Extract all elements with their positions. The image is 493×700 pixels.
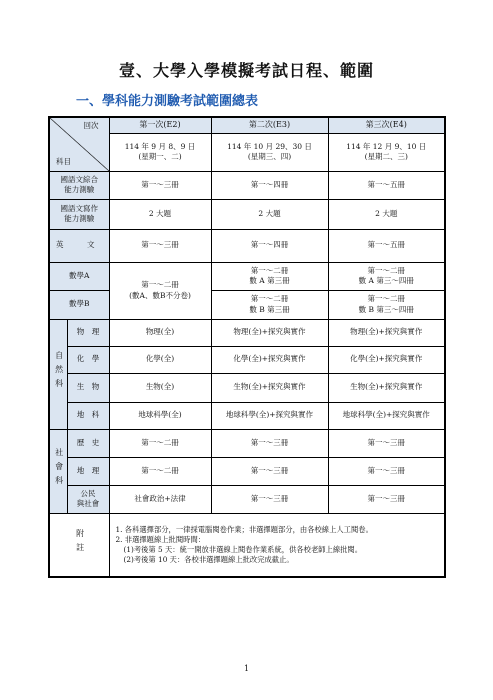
math-b-round-3-line2: 數 B 第三～四冊	[358, 304, 414, 314]
math-b-label: 數學B	[49, 290, 109, 319]
chinese-comp-label-line2: 能力測驗	[64, 185, 95, 194]
english-round-3: 第一～五冊	[328, 229, 445, 262]
civics-round-1: 社會政治+法律	[109, 485, 211, 513]
biology-round-3: 生物(全)+探究與實作	[328, 373, 445, 402]
chinese-comp-round-3: 第一～五冊	[328, 171, 445, 199]
geography-round-1: 第一～二冊	[109, 457, 211, 485]
math-b-round-2-line1: 第一～二冊	[250, 294, 289, 304]
chinese-comp-label	[49, 171, 109, 199]
note-line-3: (1)考後第 5 天：統一開放非選線上閱卷作業系統，供各校老師上線批閱。	[123, 544, 363, 554]
corner-header-cell	[49, 117, 109, 171]
math-a-label: 數學A	[49, 262, 109, 290]
history-round-1: 第一～二冊	[109, 429, 211, 457]
social-group-label	[49, 429, 67, 513]
chemistry-label: 化 學	[67, 346, 109, 373]
chemistry-round-1: 化學(全)	[109, 346, 211, 373]
chemistry-round-3: 化學(全)+探究與實作	[328, 346, 445, 373]
math-a-round-3-line1: 第一～二冊	[367, 265, 405, 275]
round-2-header: 第二次(E3)	[211, 117, 328, 133]
english-round-2: 第一～四冊	[211, 229, 328, 262]
history-round-3: 第一～三冊	[328, 429, 445, 457]
notes-label-cell	[49, 513, 109, 577]
round-1-header: 第一次(E2)	[109, 117, 211, 133]
round-3-date: 114 年 12 月 9、10 日	[346, 141, 427, 151]
math-a-round-2-line2: 數 A 第三冊	[249, 276, 290, 285]
round-3-date-cell	[328, 133, 445, 171]
math-round-1-line2: (數A、數B不分卷)	[129, 290, 191, 300]
chemistry-round-2: 化學(全)+探究與實作	[211, 346, 328, 373]
biology-round-1: 生物(全)	[109, 373, 211, 402]
earth-science-round-1: 地球科學(全)	[109, 402, 211, 429]
biology-round-2: 生物(全)+探究與實作	[211, 373, 328, 402]
chinese-writing-round-3: 2 大題	[328, 199, 445, 229]
round-2-date-cell	[211, 133, 328, 171]
notes-content	[109, 513, 445, 577]
math-a-round-3	[328, 262, 445, 290]
geography-round-2: 第一～三冊	[211, 457, 328, 485]
chinese-comp-label-line1: 國語文綜合	[60, 174, 98, 184]
corner-header-round: 回次	[83, 121, 99, 130]
geography-label: 地 理	[67, 457, 109, 485]
physics-label: 物 理	[67, 319, 109, 346]
corner-header-subject: 科目	[56, 157, 71, 167]
round-1-date-cell	[109, 133, 211, 171]
note-line-4: (2)考後第 10 天：各校非選擇題線上批改完成截止。	[123, 554, 294, 564]
page-number: 1	[243, 664, 250, 673]
chinese-comp-round-2: 第一～四冊	[211, 171, 328, 199]
science-group-text: 自然科	[54, 351, 64, 394]
social-group-text: 社會科	[54, 448, 64, 491]
chinese-writing-round-2: 2 大題	[211, 199, 328, 229]
chinese-writing-label	[49, 199, 109, 229]
chinese-writing-label-line2: 能力測驗	[64, 214, 95, 223]
history-round-2: 第一～三冊	[211, 429, 328, 457]
earth-science-round-2: 地球科學(全)+探究與實作	[211, 402, 328, 429]
math-a-round-2	[211, 262, 328, 290]
earth-science-label: 地 科	[67, 402, 109, 429]
science-group-label	[49, 319, 67, 429]
history-label: 歷 史	[67, 429, 109, 457]
physics-round-2: 物理(全)+探究與實作	[211, 319, 328, 346]
math-b-round-2-line2: 數 B 第三冊	[249, 304, 290, 314]
english-round-1: 第一～三冊	[109, 229, 211, 262]
round-2-date: 114 年 10 月 29、30 日	[227, 141, 312, 151]
english-label: 英 文	[49, 229, 109, 262]
exam-schedule-table	[48, 116, 446, 578]
math-round-1	[109, 262, 211, 319]
civics-round-3: 第一～三冊	[328, 485, 445, 513]
civics-label-line1: 公民	[80, 488, 96, 498]
math-b-round-3	[328, 290, 445, 319]
earth-science-round-3: 地球科學(全)+探究與實作	[328, 402, 445, 429]
chinese-writing-label-line1: 國語文寫作	[60, 203, 98, 213]
biology-label: 生 物	[67, 373, 109, 402]
math-b-round-2	[211, 290, 328, 319]
geography-round-3: 第一～三冊	[328, 457, 445, 485]
page-title: 壹、大學入學模擬考試日程、範圍	[118, 61, 374, 80]
math-a-round-2-line1: 第一～二冊	[250, 265, 289, 275]
physics-round-3: 物理(全)+探究與實作	[328, 319, 445, 346]
chinese-writing-round-1: 2 大題	[109, 199, 211, 229]
math-a-round-3-line2: 數 A 第三～四冊	[358, 276, 414, 285]
round-2-weekday: (星期三、四)	[247, 152, 292, 161]
math-b-round-3-line1: 第一～二冊	[367, 294, 405, 304]
section-title: 一、學科能力測驗考試範圍總表	[76, 94, 259, 109]
math-round-1-line1: 第一～二冊	[141, 280, 179, 290]
round-1-weekday: (星期一、二)	[138, 152, 182, 161]
civics-label-line2: 與社會	[76, 499, 100, 508]
note-line-2: 2. 非選擇題線上批閱時間：	[115, 534, 206, 544]
civics-round-2: 第一～三冊	[211, 485, 328, 513]
chinese-comp-round-1: 第一～三冊	[109, 171, 211, 199]
note-line-1: 1. 各科選擇部分，一律採電腦閱卷作業；非選擇題部分，由各校線上人工閱卷。	[115, 525, 373, 535]
round-3-header: 第三次(E4)	[328, 117, 445, 133]
round-3-weekday: (星期二、三)	[364, 152, 408, 161]
physics-round-1: 物理(全)	[109, 319, 211, 346]
civics-label	[67, 485, 109, 513]
notes-label: 附註	[75, 529, 85, 558]
round-1-date: 114 年 9 月 8、9 日	[124, 141, 196, 151]
